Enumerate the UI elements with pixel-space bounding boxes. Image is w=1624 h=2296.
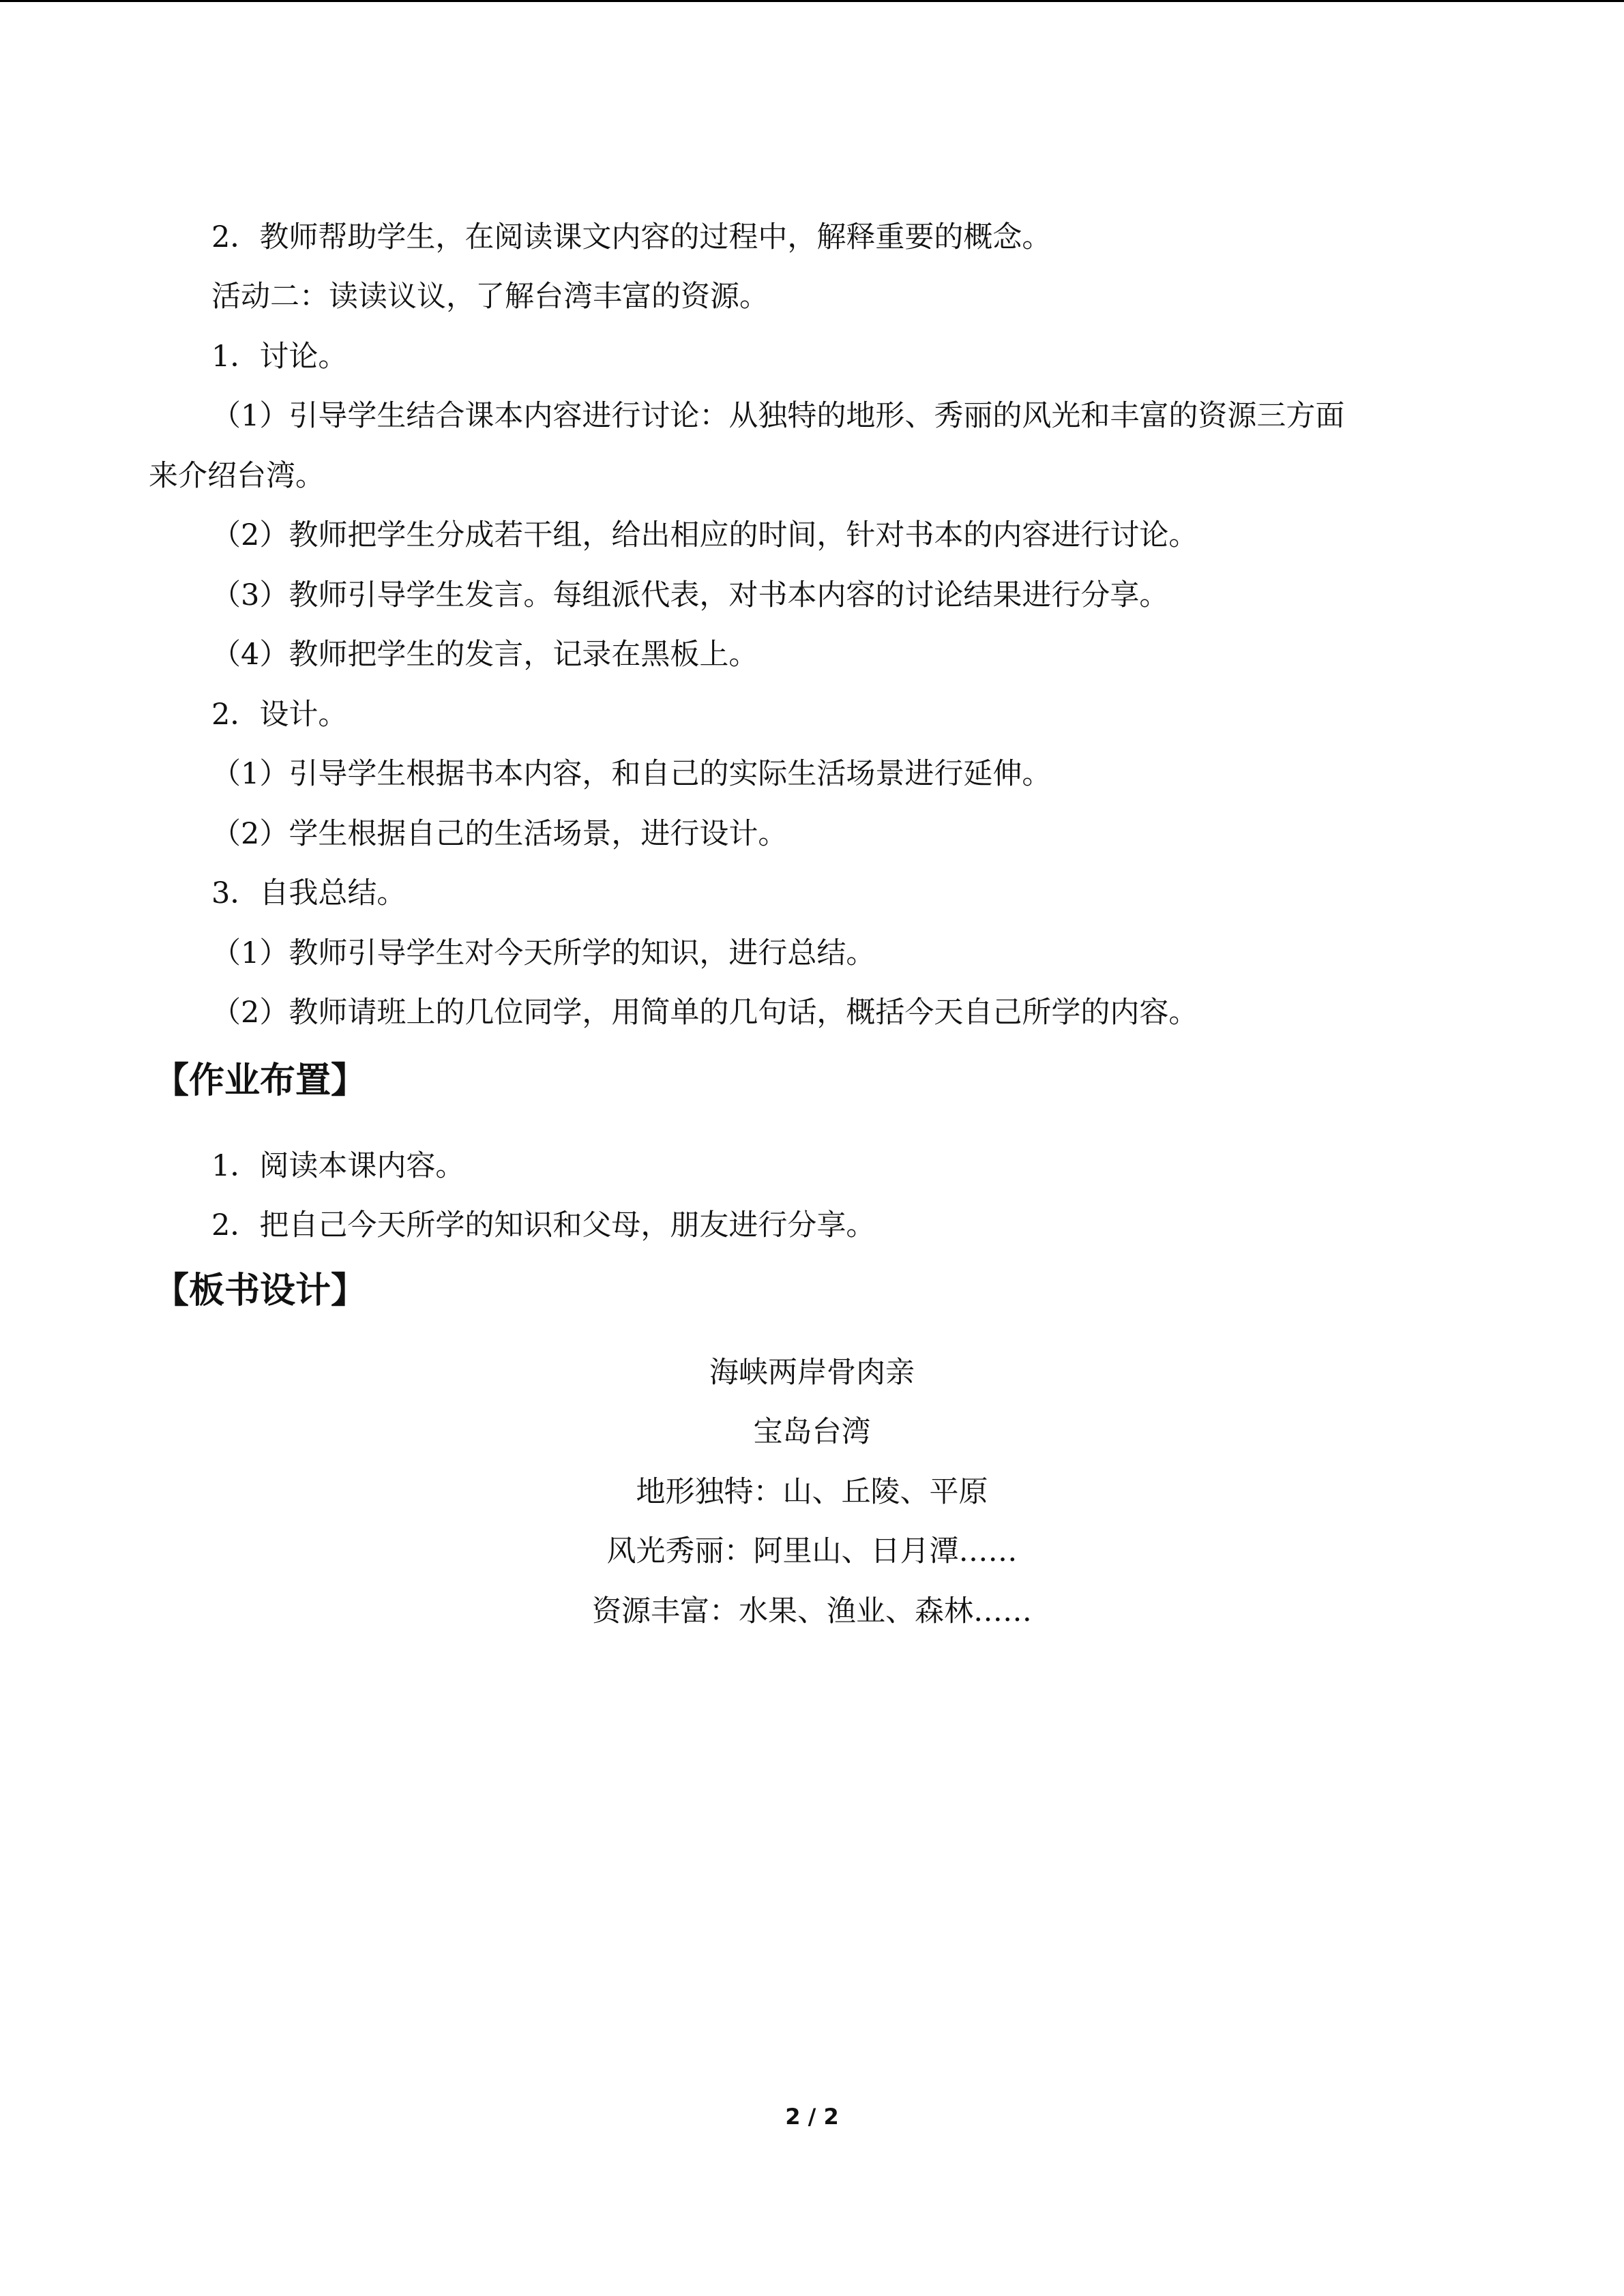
board-line: 海峡两岸骨肉亲 — [709, 1356, 915, 1390]
paragraph: 2．教师帮助学生，在阅读课文内容的过程中，解释重要的概念。 — [211, 220, 1052, 254]
board-design-heading: 【板书设计】 — [153, 1270, 367, 1311]
paragraph: （1）教师引导学生对今天所学的知识，进行总结。 — [211, 936, 876, 970]
page-top-border — [0, 0, 1624, 2]
paragraph: （1）引导学生结合课本内容进行讨论：从独特的地形、秀丽的风光和丰富的资源三方面 — [211, 399, 1345, 433]
paragraph: 1．讨论。 — [211, 340, 348, 374]
paragraph: 活动二：读读议议，了解台湾丰富的资源。 — [211, 280, 769, 314]
board-line: 风光秀丽：阿里山、日月潭…… — [606, 1534, 1018, 1568]
page-number: 2 / 2 — [785, 2104, 839, 2130]
homework-heading: 【作业布置】 — [153, 1060, 367, 1101]
paragraph: （2）教师请班上的几位同学，用简单的几句话，概括今天自己所学的内容。 — [211, 996, 1198, 1030]
board-line: 宝岛台湾 — [753, 1415, 871, 1449]
homework-item: 2．把自己今天所学的知识和父母，朋友进行分享。 — [211, 1208, 876, 1242]
homework-item: 1．阅读本课内容。 — [211, 1149, 465, 1183]
paragraph: （1）引导学生根据书本内容，和自己的实际生活场景进行延伸。 — [211, 757, 1052, 791]
paragraph: （3）教师引导学生发言。每组派代表，对书本内容的讨论结果进行分享。 — [211, 578, 1169, 612]
board-line: 地形独特：山、丘陵、平原 — [636, 1475, 988, 1509]
paragraph: （2）学生根据自己的生活场景，进行设计。 — [211, 817, 788, 851]
paragraph: 3．自我总结。 — [211, 876, 407, 910]
paragraph: （4）教师把学生的发言，记录在黑板上。 — [211, 638, 758, 672]
paragraph: 2．设计。 — [211, 698, 348, 732]
paragraph: （2）教师把学生分成若干组，给出相应的时间，针对书本的内容进行讨论。 — [211, 518, 1198, 552]
board-line: 资源丰富：水果、渔业、森林…… — [592, 1594, 1032, 1628]
paragraph-continuation: 来介绍台湾。 — [149, 459, 325, 493]
